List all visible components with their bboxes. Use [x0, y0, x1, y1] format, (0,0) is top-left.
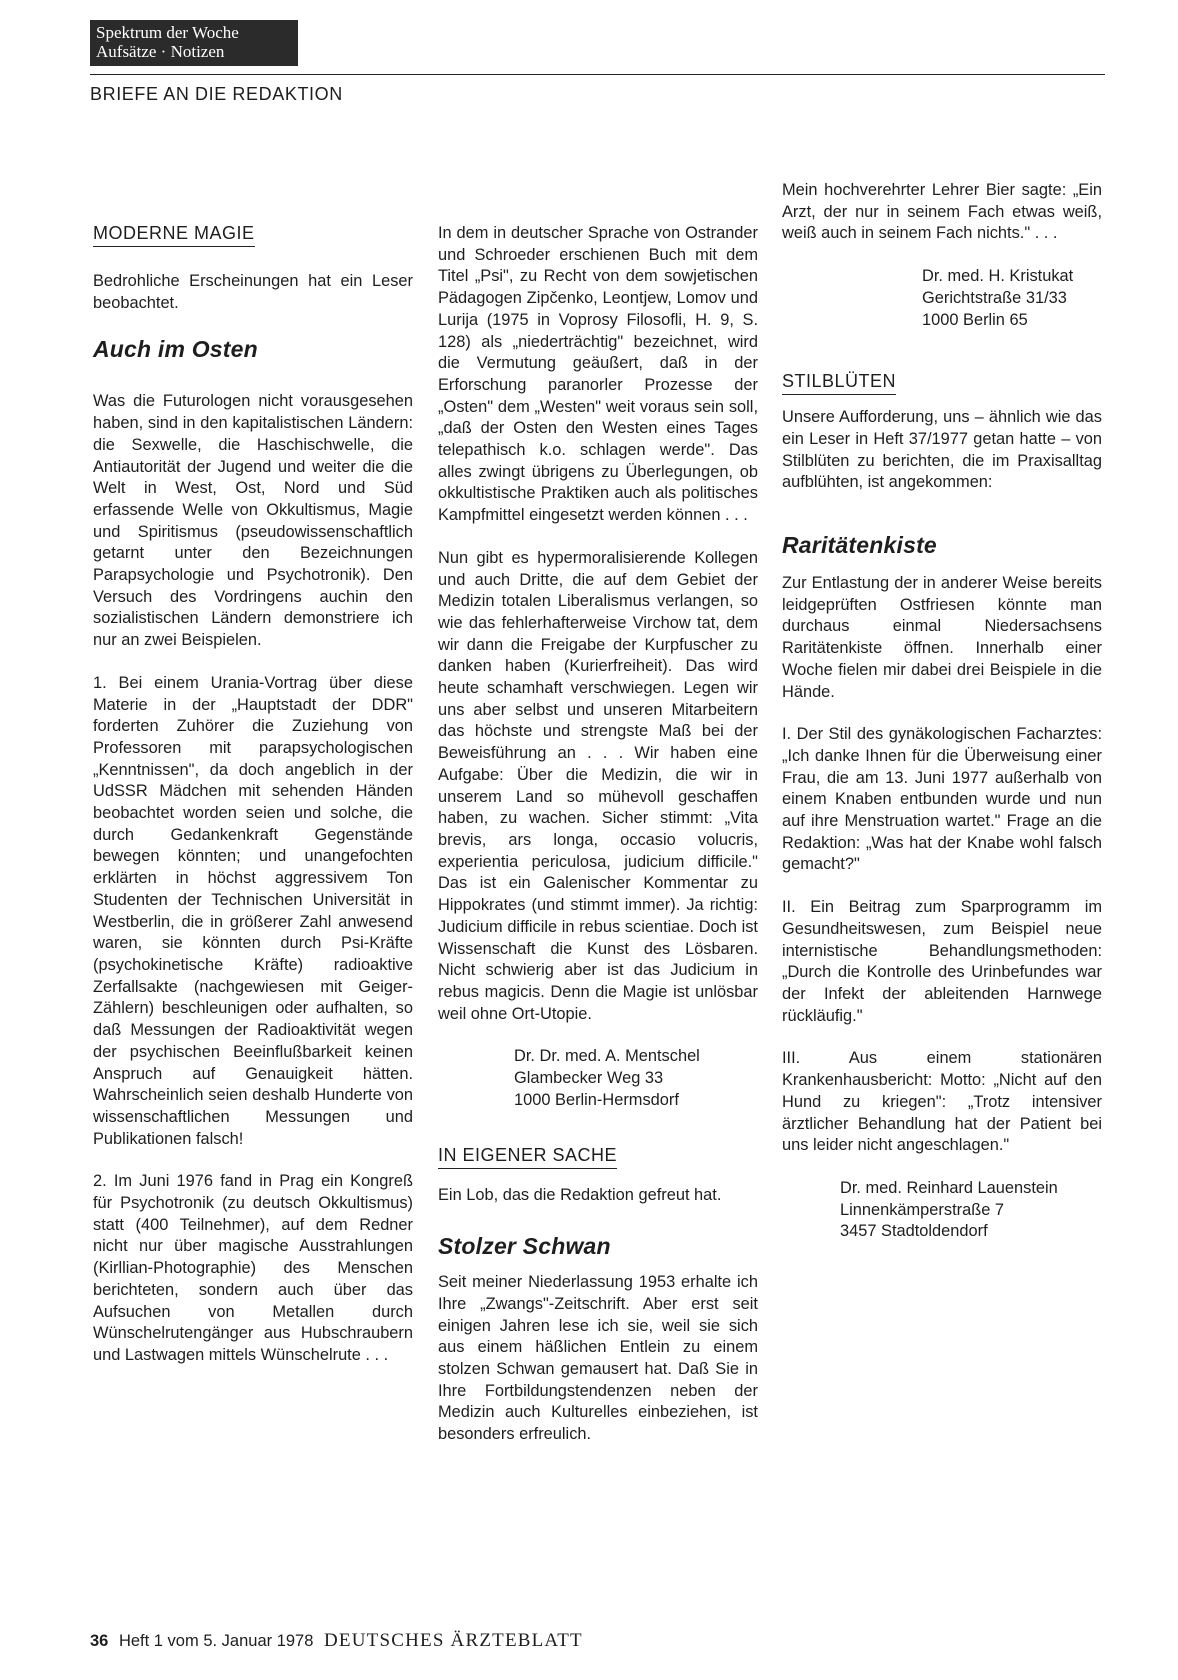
column-1 [93, 223, 413, 1367]
paragraph: In dem in deutscher Sprache von Ostrander und Schroeder erschienen Buch mit dem Titel „Psi", zu Recht von dem sowjetischen Pädagogen Zipčenko, Leontjew, Lomov und Lurija (1975 in Voprosy Filosofli, H. 9, S. 128) als „niederträchtig" bezeichnet, wird die Vermutung geäußert, daß in der Erforschung paranorler Prozesse der „Osten" dem „Westen" weit voraus sein soll, „daß der Osten den Westen eines Tages telepathisch k.o. schlagen werde". Das alles zwingt übrigens zu Überlegungen, ob okkultistische Praktiken auch als politisches Kampfmittel eingesetzt werden können . . . [438, 224, 758, 525]
signature-line: Gerichtstraße 31/33 [922, 288, 1067, 307]
paragraph: II. Ein Beitrag zum Sparprogramm im Gesundheitswesen, zum Beispiel neue internistische Behandlungsmethoden: „Durch die Kontrolle des Urinbefundes war der Infekt der ableitenden Harnwege rückläufig." [782, 898, 1102, 1025]
signature-line: Linnenkämperstraße 7 [840, 1200, 1004, 1219]
paragraph: III. Aus einem stationären Krankenhausbericht: Motto: „Nicht auf den Hund zu kriegen": „Trotz intensiver ärztlicher Behandlung hat der Patient bei uns leider nicht angeschlagen." [782, 1049, 1102, 1155]
signature-line: Dr. med. H. Kristukat [922, 267, 1074, 286]
signature-lauenstein [782, 1178, 1102, 1243]
magazine-name: DEUTSCHES ÄRZTEBLATT [324, 1630, 583, 1651]
rubric-line-2: Aufsätze · Notizen [96, 42, 225, 61]
paragraph: Mein hochverehrter Lehrer Bier sagte: „Ein Arzt, der nur in seinem Fach etwas weiß, weiß auch in seinem Fach nichts." . . . [782, 181, 1102, 243]
signature-line: Dr. med. Reinhard Lauenstein [840, 1178, 1058, 1197]
signature-line: 1000 Berlin 65 [922, 310, 1028, 329]
rubric-box [90, 20, 298, 66]
paragraph: Was die Futurologen nicht vorausgesehen haben, sind in den kapitalistischen Ländern: die Sexwelle, die Haschischwelle, die Antiautorität der Jugend und weiter die die Welt in West, Ost, Nord und Süd erfassende Welle von Okkultismus, Magie und Spiritismus (pseudowissenschaftlich getarnt unter den Bezeichnungen Parapsychologie und Psychotronik). Den Versuch des Vordringens auchin den sozialistischen Ländern demonstriere ich nur an zwei Beispielen. [93, 392, 413, 650]
deck-in-eigener-sache: Ein Lob, das die Redaktion gefreut hat. [438, 1186, 722, 1205]
kicker-stilblueten: STILBLÜTEN [782, 371, 896, 395]
paragraph: 2. Im Juni 1976 fand in Prag ein Kongreß für Psychotronik (zu deutsch Okkultismus) statt (400 Teilnehmer), auf dem Redner nicht nur über magische Ausstrahlungen (Kirllian-Photographie) des Menschen berichteten, sondern auch über das Aufsuchen von Metallen durch Wünschelrutengänger aus Hubschraubern und Lastwagen mittels Wünschelrute . . . [93, 1172, 413, 1364]
signature-line: Glambecker Weg 33 [514, 1069, 664, 1088]
signature-kristukat [782, 266, 1102, 331]
rubric-line-1: Spektrum der Woche [96, 23, 239, 42]
page-number: 36 [90, 1632, 109, 1650]
column-2 [438, 223, 758, 1446]
kicker-in-eigener-sache: IN EIGENER SACHE [438, 1145, 617, 1169]
paragraph: 1. Bei einem Urania-Vortrag über diese Materie in der „Hauptstadt der DDR" forderten Zuhörer die Zuziehung von Professoren mit parapsychologischen „Kenntnissen", da doch angeblich in der UdSSR Mädchen mit sehenden Händen beobachtet worden seien und solche, die durch Gedankenkraft Gegenstände bewegen könnten; und unangefochten erklärten in höchst aggressivem Ton Studenten der Technischen Universität in Westberlin, die in größerer Zahl anwesend waren, sie könnten durch Psi-Kräfte (psychokinetische Kräfte) radioaktive Zerfallsakte (nachgewiesen mit Geiger-Zählern) beschleunigen oder aufhalten, so daß Messungen der Radioaktivität wegen der psychischen Beeinflußbarkeit keinen Anspruch auf Genauigkeit hätten. Wahrscheinlich seien deshalb Hunderte von wissenschaftlichen Messungen und Publikationen falsch! [93, 673, 413, 1148]
signature-line: Dr. Dr. med. A. Mentschel [514, 1047, 700, 1066]
deck-stilblueten: Unsere Aufforderung, uns – ähnlich wie das ein Leser in Heft 37/1977 getan hatte – von Stilblüten zu berichten, die im Praxisalltag aufblühten, ist angekommen: [782, 408, 1102, 492]
headline-stolzer-schwan: Stolzer Schwan [438, 1233, 611, 1260]
headline-auch-im-osten: Auch im Osten [93, 336, 258, 363]
paragraph: Zur Entlastung der in anderer Weise bereits leidgeprüften Ostfriesen könnte man durchaus einmal Niedersachsens Raritätenkiste öffnen. Innerhalb einer Woche fielen mir dabei drei Beispiele in die Hände. [782, 574, 1102, 701]
paragraph: Seit meiner Niederlassung 1953 erhalte ich Ihre „Zwangs"-Zeitschrift. Aber erst seit einigen Jahren lese ich sie, weil sie sich aus einem häßlichen Entlein zu einem stolzen Schwan gemausert hat. Daß Sie in Ihre Fortbildungstendenzen neben der Medizin auch Kulturelles einbeziehen, ist besonders erfreulich. [438, 1273, 758, 1444]
column-3 [782, 181, 1102, 1243]
page-footer [90, 1630, 583, 1652]
header-rule [90, 74, 1105, 75]
signature-line: 3457 Stadtoldendorf [840, 1222, 988, 1241]
paragraph: I. Der Stil des gynäkologischen Facharztes: „Ich danke Ihnen für die Überweisung einer Frau, die am 13. Juni 1977 außerhalb von einem Knaben entbunden wurde und nun auf ihre Menstruation wartet." Frage an die Redaktion: „Was hat der Knabe wohl falsch gemacht?" [782, 725, 1102, 874]
signature-mentschel [438, 1046, 758, 1111]
deck-moderne-magie: Bedrohliche Erscheinungen hat ein Leser beobachtet. [93, 272, 413, 312]
issue-info: Heft 1 vom 5. Januar 1978 [118, 1632, 314, 1650]
section-title: BRIEFE AN DIE REDAKTION [90, 84, 343, 104]
headline-raritaetenkiste: Raritätenkiste [782, 532, 937, 559]
paragraph: Nun gibt es hypermoralisierende Kollegen und auch Dritte, die auf dem Gebiet der Medizin totalen Liberalismus verlangen, so wie das fehlerhafterweise Virchow tat, dem wir dann die Freigabe der Kurpfuscher zu danken haben (Kurierfreiheit). Das wird heute schamhaft verschwiegen. Legen wir uns aber selbst und unseren Mitarbeitern das höchste und strengste Maß bei der Beweisführung an . . . Wir haben eine Aufgabe: Über die Medizin, die wir in unserem Land so mühevoll geschaffen haben, zu wachen. Sicher stimmt: „Vita brevis, ars longa, occasio volucris, experientia periculosa, judicium difficile." Das ist ein Galenischer Kommentar zu Hippokrates (und stimmt immer). Ja richtig: Judicium difficile in rebus scientiae. Doch ist Wissenschaft die Kunst des Lösbaren. Nicht schwierig aber ist das Judicium in rebus magicis. Denn die Magie ist unlösbar weil ohne Ort-Utopie. [438, 548, 758, 1023]
kicker-moderne-magie: MODERNE MAGIE [93, 223, 255, 247]
signature-line: 1000 Berlin-Hermsdorf [514, 1090, 679, 1109]
